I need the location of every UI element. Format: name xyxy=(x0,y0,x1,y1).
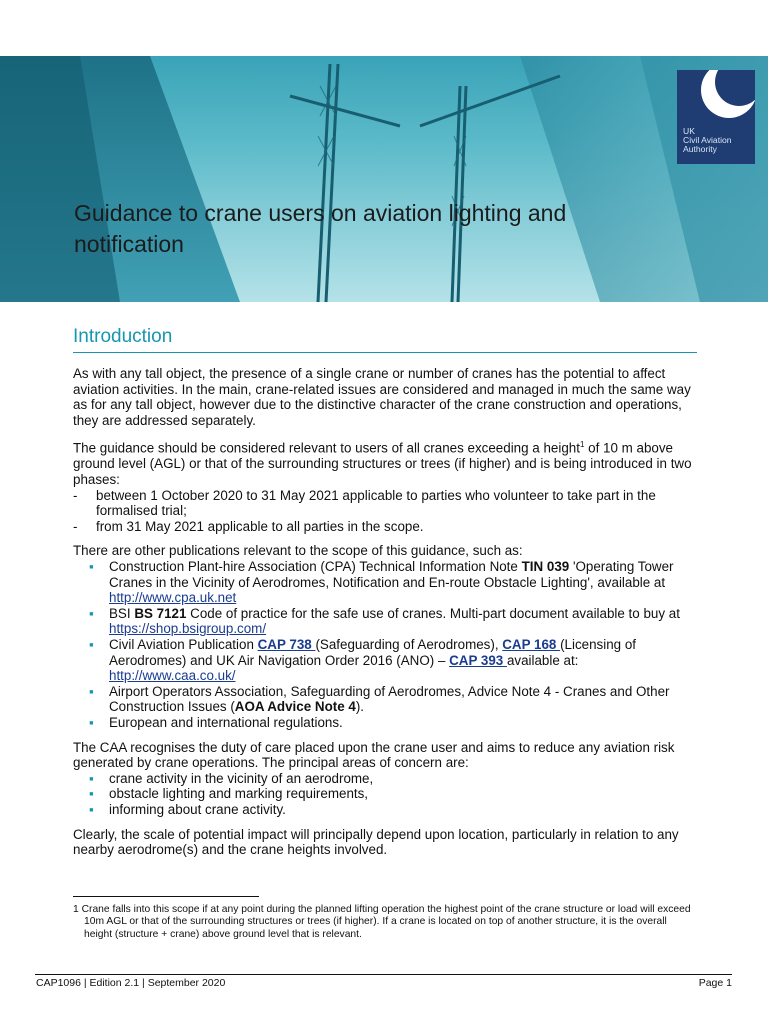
list-item xyxy=(73,715,703,731)
list-item xyxy=(73,771,703,787)
paragraph-publications: There are other publications relevant to the scope of this guidance, such as: xyxy=(73,543,523,559)
pub5-text: European and international regulations. xyxy=(109,714,343,730)
footer-page-number: Page 1 xyxy=(698,977,732,989)
bullet-marker: ▪ xyxy=(89,605,94,621)
pub2-text-c: Code of practice for the safe use of cranes. Multi-part document available to buy at xyxy=(186,605,680,621)
bullet-marker: ▪ xyxy=(89,559,94,574)
bsi-shop-link[interactable]: https://shop.bsigroup.com/ xyxy=(109,621,267,637)
paragraph-impact: Clearly, the scale of potential impact will principally depend upon location, particularly in relation to any nearby aerodrome(s) and the crane heights involved. xyxy=(73,826,679,858)
bullet-marker: ▪ xyxy=(89,770,94,786)
phase-list xyxy=(73,488,703,535)
footer-document-info: CAP1096 | Edition 2.1 | September 2020 xyxy=(36,977,226,989)
pub1-text-a: Construction Plant-hire Association (CPA) Technical Information Note xyxy=(109,559,522,574)
document-title: Guidance to crane users on aviation lighting and notification xyxy=(74,200,567,257)
pub3-text-c: (Licensing of Aerodromes) and UK Air Navigation Order 2016 (ANO) – xyxy=(109,636,637,668)
bullet-marker: ▪ xyxy=(89,683,94,699)
cpa-link[interactable]: http://www.cpa.uk.net xyxy=(109,590,237,606)
bullet-marker: ▪ xyxy=(89,714,94,730)
phase-item-2: from 31 May 2021 applicable to all parties in the scope. xyxy=(96,518,424,534)
cap-393-link[interactable]: CAP 393 xyxy=(449,652,507,668)
bullet-marker: ▪ xyxy=(89,636,94,652)
concern-item-2: obstacle lighting and marking requirements, xyxy=(109,786,369,802)
paragraph-intro: As with any tall object, the presence of a single crane or number of cranes has the potential to affect aviation activities. In the main, crane-related issues are considered and managed in much the same way as for any tall object, however due to the distinctive character of the crane construction and operations, they are addressed separately. xyxy=(73,366,691,428)
pub2-code: BS 7121 xyxy=(134,605,187,621)
cap-738-link[interactable]: CAP 738 xyxy=(257,636,316,652)
paragraph-scope xyxy=(73,437,703,487)
pub1-text-c: 'Operating Tower Cranes in the Vicinity of Aerodromes, Notification and En-route Obstacle Lighting', available at xyxy=(109,559,674,590)
pub2-text-a: BSI xyxy=(109,605,135,621)
list-item xyxy=(73,559,703,606)
concern-item-1: crane activity in the vicinity of an aerodrome, xyxy=(109,770,374,786)
pub3-text-b: (Safeguarding of Aerodromes), xyxy=(315,636,503,652)
paragraph-scope-end: of 10 m above ground level (AGL) or that of the surrounding structures or trees (if higher) and is being introduced in two phases: xyxy=(73,440,692,488)
footnote-separator xyxy=(73,896,259,897)
heading-underline xyxy=(73,352,697,353)
pub3-text-d: available at: xyxy=(506,652,579,668)
section-heading-introduction: Introduction xyxy=(73,326,173,347)
crane-photo-background xyxy=(0,56,768,302)
bullet-marker: ▪ xyxy=(89,786,94,802)
logo-line-1: UK xyxy=(683,126,695,136)
pub4-text-a: Airport Operators Association, Safeguarding of Aerodromes, Advice Note 4 - Cranes and Other Construction Issues ( xyxy=(109,683,670,715)
pub3-text-a: Civil Aviation Publication xyxy=(109,636,258,652)
publications-list xyxy=(73,559,703,731)
paragraph-scope-start: The guidance should be considered relevant to users of all cranes exceeding a height xyxy=(73,440,580,456)
footnote-ref: 1 xyxy=(579,440,585,450)
list-item xyxy=(73,684,703,715)
list-item xyxy=(73,637,703,684)
caa-website-link[interactable]: http://www.caa.co.uk/ xyxy=(109,668,236,684)
phase-item-1: between 1 October 2020 to 31 May 2021 applicable to parties who volunteer to take part in the formalised trial; xyxy=(96,487,656,519)
pub4-text-c: ). xyxy=(355,699,365,715)
caa-logo xyxy=(677,70,755,164)
list-item xyxy=(73,802,703,818)
dash-marker: - xyxy=(73,518,78,534)
pub4-code: AOA Advice Note 4 xyxy=(234,699,356,715)
concern-item-3: informing about crane activity. xyxy=(109,801,286,817)
pub1-code: TIN 039 xyxy=(521,559,570,574)
logo-line-2: Civil Aviation xyxy=(683,135,732,145)
concerns-list xyxy=(73,771,703,818)
paragraph-duty-of-care: The CAA recognises the duty of care placed upon the crane user and aims to reduce any aviation risk generated by crane operations. The principal areas of concern are: xyxy=(73,739,675,771)
header-banner xyxy=(0,56,768,302)
list-item xyxy=(73,786,703,802)
body-content xyxy=(73,366,703,867)
footnote-text: 1 Crane falls into this scope if at any point during the planned lifting operation the highest point of the crane structure or load will exceed 10m AGL or that of the surrounding structures or trees (if higher). If a crane is located on top of another structure, it is the overall height (structure + crane) above ground level that is relevant. xyxy=(73,904,691,940)
dash-marker: - xyxy=(73,487,78,503)
list-item xyxy=(73,488,703,519)
list-item xyxy=(73,519,703,535)
logo-line-3: Authority xyxy=(683,144,717,154)
cap-168-link[interactable]: CAP 168 xyxy=(502,636,561,652)
footnote xyxy=(73,904,693,941)
list-item xyxy=(73,606,703,637)
footer-separator xyxy=(35,974,732,975)
bullet-marker: ▪ xyxy=(89,801,94,817)
